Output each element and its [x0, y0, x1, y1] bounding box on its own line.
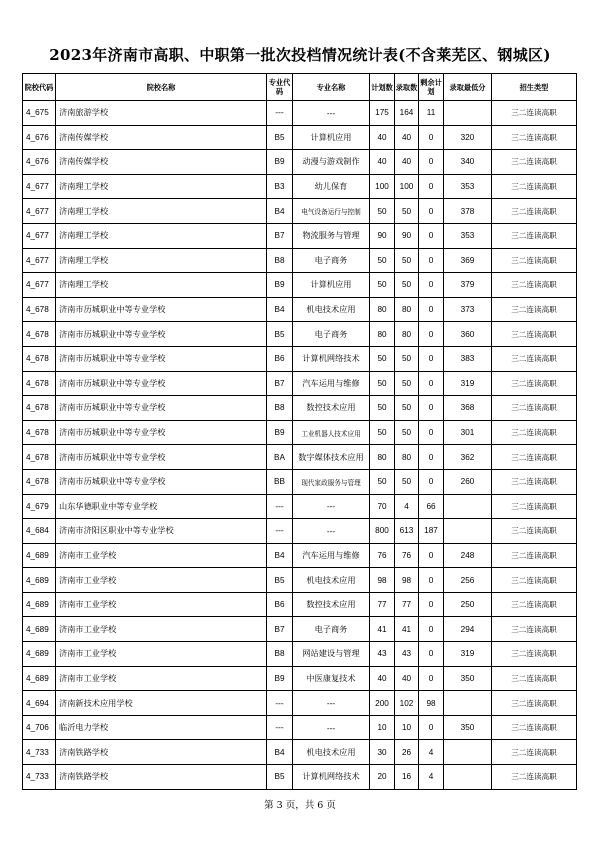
- enrollment-type-cell: 三二连读高职: [492, 199, 577, 224]
- school-code-cell: 4_706: [23, 715, 56, 740]
- enrollment-type-cell: 三二连读高职: [492, 715, 577, 740]
- major-code-cell: B5: [267, 125, 293, 150]
- major-code-cell: B6: [267, 592, 293, 617]
- plan-count-cell: 175: [370, 101, 395, 126]
- major-code-cell: B5: [267, 322, 293, 347]
- plan-count-cell: 76: [370, 543, 395, 568]
- major-code-cell: B4: [267, 740, 293, 765]
- admitted-count-cell: 80: [395, 445, 419, 470]
- admitted-count-cell: 4: [395, 494, 419, 519]
- major-name-cell: 机电技术应用: [293, 568, 370, 593]
- remaining-count-cell: 0: [419, 420, 444, 445]
- min-score-cell: 369: [444, 248, 492, 273]
- table-row: [23, 469, 577, 494]
- plan-count-cell: 77: [370, 592, 395, 617]
- enrollment-type-cell: 三二连读高职: [492, 174, 577, 199]
- min-score-cell: 294: [444, 617, 492, 642]
- table-row: [23, 740, 577, 765]
- school-name-cell: 济南市历城职业中等专业学校: [56, 346, 267, 371]
- enrollment-type-cell: 三二连读高职: [492, 223, 577, 248]
- major-name-cell: ---: [293, 519, 370, 544]
- table-row: [23, 445, 577, 470]
- table-row: [23, 101, 577, 126]
- enrollment-type-cell: 三二连读高职: [492, 125, 577, 150]
- table-row: [23, 691, 577, 716]
- plan-count-cell: 100: [370, 174, 395, 199]
- major-name-cell: 机电技术应用: [293, 297, 370, 322]
- table-row: [23, 617, 577, 642]
- enrollment-type-cell: 三二连读高职: [492, 420, 577, 445]
- plan-count-cell: 80: [370, 297, 395, 322]
- major-code-cell: B9: [267, 666, 293, 691]
- min-score-cell: 301: [444, 420, 492, 445]
- school-code-cell: 4_678: [23, 420, 56, 445]
- min-score-cell: 350: [444, 715, 492, 740]
- admitted-count-cell: 50: [395, 420, 419, 445]
- table-row: [23, 592, 577, 617]
- plan-count-cell: 20: [370, 765, 395, 790]
- admission-table: [22, 73, 577, 790]
- plan-count-cell: 50: [370, 420, 395, 445]
- major-name-cell: 动漫与游戏制作: [293, 150, 370, 175]
- plan-count-cell: 70: [370, 494, 395, 519]
- remaining-count-cell: 0: [419, 592, 444, 617]
- admitted-count-cell: 16: [395, 765, 419, 790]
- admitted-count-cell: 10: [395, 715, 419, 740]
- min-score-cell: [444, 691, 492, 716]
- remaining-count-cell: 0: [419, 273, 444, 298]
- plan-count-cell: 41: [370, 617, 395, 642]
- school-name-cell: 济南市工业学校: [56, 568, 267, 593]
- table-row: [23, 199, 577, 224]
- major-name-cell: ---: [293, 715, 370, 740]
- major-code-cell: B7: [267, 223, 293, 248]
- school-name-cell: 济南市历城职业中等专业学校: [56, 420, 267, 445]
- remaining-count-cell: 0: [419, 346, 444, 371]
- enrollment-type-cell: 三二连读高职: [492, 396, 577, 421]
- admitted-count-cell: 90: [395, 223, 419, 248]
- min-score-cell: 319: [444, 642, 492, 667]
- table-header: [23, 74, 577, 101]
- school-name-cell: 济南市工业学校: [56, 617, 267, 642]
- remaining-count-cell: 0: [419, 666, 444, 691]
- enrollment-type-cell: 三二连读高职: [492, 371, 577, 396]
- table-row: [23, 273, 577, 298]
- admitted-count-cell: 50: [395, 371, 419, 396]
- major-name-cell: 汽车运用与维修: [293, 543, 370, 568]
- school-code-cell: 4_678: [23, 371, 56, 396]
- admitted-count-cell: 26: [395, 740, 419, 765]
- min-score-cell: 383: [444, 346, 492, 371]
- school-name-cell: 济南理工学校: [56, 273, 267, 298]
- major-code-cell: ---: [267, 691, 293, 716]
- admitted-count-cell: 50: [395, 248, 419, 273]
- admitted-count-cell: 41: [395, 617, 419, 642]
- major-name-cell: 电气设备运行与控制: [293, 199, 370, 224]
- min-score-cell: 256: [444, 568, 492, 593]
- remaining-count-cell: 0: [419, 617, 444, 642]
- admitted-count-cell: 50: [395, 396, 419, 421]
- table-row: [23, 346, 577, 371]
- major-code-cell: B9: [267, 273, 293, 298]
- header-school-code: 院校代码: [23, 74, 56, 101]
- major-code-cell: B3: [267, 174, 293, 199]
- remaining-count-cell: 0: [419, 371, 444, 396]
- major-code-cell: B8: [267, 396, 293, 421]
- min-score-cell: 320: [444, 125, 492, 150]
- school-code-cell: 4_678: [23, 445, 56, 470]
- min-score-cell: 368: [444, 396, 492, 421]
- min-score-cell: 248: [444, 543, 492, 568]
- school-code-cell: 4_689: [23, 568, 56, 593]
- school-name-cell: 济南市历城职业中等专业学校: [56, 445, 267, 470]
- school-code-cell: 4_676: [23, 150, 56, 175]
- table-row: [23, 371, 577, 396]
- plan-count-cell: 80: [370, 445, 395, 470]
- major-code-cell: B4: [267, 199, 293, 224]
- table-row: [23, 396, 577, 421]
- major-code-cell: BA: [267, 445, 293, 470]
- major-name-cell: 汽车运用与维修: [293, 371, 370, 396]
- remaining-count-cell: 4: [419, 765, 444, 790]
- school-name-cell: 济南市历城职业中等专业学校: [56, 371, 267, 396]
- plan-count-cell: 10: [370, 715, 395, 740]
- school-name-cell: 济南市历城职业中等专业学校: [56, 297, 267, 322]
- enrollment-type-cell: 三二连读高职: [492, 494, 577, 519]
- major-code-cell: ---: [267, 715, 293, 740]
- admitted-count-cell: 43: [395, 642, 419, 667]
- remaining-count-cell: 98: [419, 691, 444, 716]
- remaining-count-cell: 0: [419, 174, 444, 199]
- table-row: [23, 568, 577, 593]
- school-name-cell: 济南传媒学校: [56, 125, 267, 150]
- min-score-cell: 340: [444, 150, 492, 175]
- remaining-count-cell: 0: [419, 715, 444, 740]
- plan-count-cell: 80: [370, 322, 395, 347]
- plan-count-cell: 90: [370, 223, 395, 248]
- school-name-cell: 山东华德职业中等专业学校: [56, 494, 267, 519]
- admitted-count-cell: 40: [395, 150, 419, 175]
- table-row: [23, 150, 577, 175]
- min-score-cell: 250: [444, 592, 492, 617]
- admitted-count-cell: 50: [395, 273, 419, 298]
- major-name-cell: 幼儿保育: [293, 174, 370, 199]
- school-name-cell: 济南理工学校: [56, 248, 267, 273]
- school-name-cell: 济南市历城职业中等专业学校: [56, 322, 267, 347]
- admitted-count-cell: 50: [395, 346, 419, 371]
- min-score-cell: 360: [444, 322, 492, 347]
- enrollment-type-cell: 三二连读高职: [492, 740, 577, 765]
- school-code-cell: 4_677: [23, 273, 56, 298]
- table-row: [23, 543, 577, 568]
- header-major-code: 专业代码: [267, 74, 293, 101]
- plan-count-cell: 50: [370, 273, 395, 298]
- major-name-cell: 计算机应用: [293, 125, 370, 150]
- header-remaining: 剩余计划: [419, 74, 444, 101]
- enrollment-type-cell: 三二连读高职: [492, 592, 577, 617]
- min-score-cell: 350: [444, 666, 492, 691]
- school-code-cell: 4_678: [23, 396, 56, 421]
- plan-count-cell: 98: [370, 568, 395, 593]
- header-admitted: 录取数: [395, 74, 419, 101]
- major-code-cell: ---: [267, 494, 293, 519]
- school-name-cell: 临沂电力学校: [56, 715, 267, 740]
- school-name-cell: 济南市历城职业中等专业学校: [56, 396, 267, 421]
- remaining-count-cell: 0: [419, 568, 444, 593]
- plan-count-cell: 50: [370, 199, 395, 224]
- school-code-cell: 4_689: [23, 617, 56, 642]
- major-name-cell: 计算机网络技术: [293, 765, 370, 790]
- min-score-cell: [444, 494, 492, 519]
- plan-count-cell: 40: [370, 666, 395, 691]
- plan-count-cell: 50: [370, 371, 395, 396]
- enrollment-type-cell: 三二连读高职: [492, 273, 577, 298]
- school-name-cell: 济南铁路学校: [56, 740, 267, 765]
- enrollment-type-cell: 三二连读高职: [492, 666, 577, 691]
- major-code-cell: B7: [267, 371, 293, 396]
- remaining-count-cell: 11: [419, 101, 444, 126]
- major-code-cell: B4: [267, 543, 293, 568]
- header-plan: 计划数: [370, 74, 395, 101]
- plan-count-cell: 50: [370, 396, 395, 421]
- major-code-cell: ---: [267, 519, 293, 544]
- min-score-cell: [444, 101, 492, 126]
- enrollment-type-cell: 三二连读高职: [492, 248, 577, 273]
- enrollment-type-cell: 三二连读高职: [492, 297, 577, 322]
- table-row: [23, 765, 577, 790]
- major-name-cell: 网站建设与管理: [293, 642, 370, 667]
- table-row: [23, 297, 577, 322]
- table-row: [23, 248, 577, 273]
- admitted-count-cell: 164: [395, 101, 419, 126]
- major-name-cell: 物流服务与管理: [293, 223, 370, 248]
- admitted-count-cell: 76: [395, 543, 419, 568]
- admitted-count-cell: 50: [395, 199, 419, 224]
- header-school-name: 院校名称: [56, 74, 267, 101]
- min-score-cell: [444, 765, 492, 790]
- school-code-cell: 4_677: [23, 199, 56, 224]
- table-row: [23, 125, 577, 150]
- page-footer: 第 3 页，共 6 页: [264, 800, 336, 811]
- school-code-cell: 4_675: [23, 101, 56, 126]
- major-code-cell: B8: [267, 248, 293, 273]
- plan-count-cell: 43: [370, 642, 395, 667]
- table-row: [23, 420, 577, 445]
- major-code-cell: B6: [267, 346, 293, 371]
- major-name-cell: 电子商务: [293, 617, 370, 642]
- school-code-cell: 4_677: [23, 223, 56, 248]
- major-name-cell: 工业机器人技术应用: [293, 420, 370, 445]
- admitted-count-cell: 50: [395, 469, 419, 494]
- school-code-cell: 4_689: [23, 543, 56, 568]
- table-row: [23, 642, 577, 667]
- min-score-cell: 260: [444, 469, 492, 494]
- admitted-count-cell: 98: [395, 568, 419, 593]
- school-name-cell: 济南铁路学校: [56, 765, 267, 790]
- admitted-count-cell: 613: [395, 519, 419, 544]
- enrollment-type-cell: 三二连读高职: [492, 469, 577, 494]
- min-score-cell: 378: [444, 199, 492, 224]
- school-code-cell: 4_678: [23, 469, 56, 494]
- enrollment-type-cell: 三二连读高职: [492, 346, 577, 371]
- header-enrollment-type: 招生类型: [492, 74, 577, 101]
- table-body: [23, 101, 577, 790]
- school-name-cell: 济南市工业学校: [56, 543, 267, 568]
- table-row: [23, 223, 577, 248]
- remaining-count-cell: 0: [419, 445, 444, 470]
- school-name-cell: 济南市历城职业中等专业学校: [56, 469, 267, 494]
- enrollment-type-cell: 三二连读高职: [492, 543, 577, 568]
- enrollment-type-cell: 三二连读高职: [492, 642, 577, 667]
- major-code-cell: ---: [267, 101, 293, 126]
- plan-count-cell: 50: [370, 469, 395, 494]
- school-name-cell: 济南市工业学校: [56, 666, 267, 691]
- school-code-cell: 4_733: [23, 740, 56, 765]
- major-name-cell: ---: [293, 691, 370, 716]
- school-name-cell: 济南理工学校: [56, 174, 267, 199]
- table-row: [23, 715, 577, 740]
- major-code-cell: BB: [267, 469, 293, 494]
- enrollment-type-cell: 三二连读高职: [492, 617, 577, 642]
- school-name-cell: 济南旅游学校: [56, 101, 267, 126]
- table-row: [23, 322, 577, 347]
- major-name-cell: 计算机网络技术: [293, 346, 370, 371]
- school-name-cell: 济南理工学校: [56, 199, 267, 224]
- school-name-cell: 济南新技术应用学校: [56, 691, 267, 716]
- min-score-cell: 353: [444, 174, 492, 199]
- school-code-cell: 4_689: [23, 592, 56, 617]
- school-code-cell: 4_678: [23, 297, 56, 322]
- major-code-cell: B5: [267, 765, 293, 790]
- min-score-cell: [444, 519, 492, 544]
- admitted-count-cell: 80: [395, 297, 419, 322]
- remaining-count-cell: 0: [419, 223, 444, 248]
- school-code-cell: 4_694: [23, 691, 56, 716]
- min-score-cell: 362: [444, 445, 492, 470]
- remaining-count-cell: 0: [419, 125, 444, 150]
- header-major-name: 专业名称: [293, 74, 370, 101]
- school-code-cell: 4_678: [23, 346, 56, 371]
- table-row: [23, 666, 577, 691]
- plan-count-cell: 40: [370, 150, 395, 175]
- plan-count-cell: 800: [370, 519, 395, 544]
- admitted-count-cell: 80: [395, 322, 419, 347]
- remaining-count-cell: 66: [419, 494, 444, 519]
- min-score-cell: 353: [444, 223, 492, 248]
- remaining-count-cell: 0: [419, 543, 444, 568]
- major-name-cell: 电子商务: [293, 322, 370, 347]
- major-code-cell: B7: [267, 617, 293, 642]
- enrollment-type-cell: 三二连读高职: [492, 101, 577, 126]
- remaining-count-cell: 0: [419, 396, 444, 421]
- min-score-cell: [444, 740, 492, 765]
- school-name-cell: 济南市济阳区职业中等专业学校: [56, 519, 267, 544]
- header-min-score: 录取最低分: [444, 74, 492, 101]
- major-name-cell: ---: [293, 101, 370, 126]
- major-name-cell: 计算机应用: [293, 273, 370, 298]
- school-code-cell: 4_733: [23, 765, 56, 790]
- school-code-cell: 4_684: [23, 519, 56, 544]
- school-name-cell: 济南传媒学校: [56, 150, 267, 175]
- remaining-count-cell: 0: [419, 322, 444, 347]
- school-code-cell: 4_676: [23, 125, 56, 150]
- school-code-cell: 4_678: [23, 322, 56, 347]
- admitted-count-cell: 100: [395, 174, 419, 199]
- remaining-count-cell: 0: [419, 248, 444, 273]
- enrollment-type-cell: 三二连读高职: [492, 765, 577, 790]
- major-code-cell: B4: [267, 297, 293, 322]
- enrollment-type-cell: 三二连读高职: [492, 568, 577, 593]
- min-score-cell: 373: [444, 297, 492, 322]
- remaining-count-cell: 0: [419, 642, 444, 667]
- remaining-count-cell: 0: [419, 199, 444, 224]
- enrollment-type-cell: 三二连读高职: [492, 150, 577, 175]
- remaining-count-cell: 0: [419, 297, 444, 322]
- school-code-cell: 4_677: [23, 174, 56, 199]
- major-code-cell: B9: [267, 420, 293, 445]
- major-name-cell: 数控技术应用: [293, 396, 370, 421]
- school-code-cell: 4_689: [23, 642, 56, 667]
- school-code-cell: 4_689: [23, 666, 56, 691]
- major-name-cell: 数控技术应用: [293, 592, 370, 617]
- enrollment-type-cell: 三二连读高职: [492, 691, 577, 716]
- plan-count-cell: 30: [370, 740, 395, 765]
- table-row: [23, 494, 577, 519]
- school-code-cell: 4_679: [23, 494, 56, 519]
- major-name-cell: 现代家政服务与管理: [293, 469, 370, 494]
- table-row: [23, 174, 577, 199]
- enrollment-type-cell: 三二连读高职: [492, 322, 577, 347]
- major-code-cell: B9: [267, 150, 293, 175]
- major-name-cell: 电子商务: [293, 248, 370, 273]
- min-score-cell: 319: [444, 371, 492, 396]
- school-name-cell: 济南市工业学校: [56, 592, 267, 617]
- school-name-cell: 济南理工学校: [56, 223, 267, 248]
- school-code-cell: 4_677: [23, 248, 56, 273]
- table-row: [23, 519, 577, 544]
- plan-count-cell: 50: [370, 346, 395, 371]
- remaining-count-cell: 4: [419, 740, 444, 765]
- major-code-cell: B5: [267, 568, 293, 593]
- plan-count-cell: 40: [370, 125, 395, 150]
- school-name-cell: 济南市工业学校: [56, 642, 267, 667]
- enrollment-type-cell: 三二连读高职: [492, 519, 577, 544]
- admitted-count-cell: 40: [395, 125, 419, 150]
- plan-count-cell: 50: [370, 248, 395, 273]
- remaining-count-cell: 0: [419, 150, 444, 175]
- major-code-cell: B8: [267, 642, 293, 667]
- plan-count-cell: 200: [370, 691, 395, 716]
- major-name-cell: 数字媒体技术应用: [293, 445, 370, 470]
- remaining-count-cell: 0: [419, 469, 444, 494]
- remaining-count-cell: 187: [419, 519, 444, 544]
- major-name-cell: ---: [293, 494, 370, 519]
- page-title: 2023年济南市高职、中职第一批次投档情况统计表(不含莱芜区、钢城区): [49, 46, 551, 64]
- admitted-count-cell: 77: [395, 592, 419, 617]
- major-name-cell: 中医康复技术: [293, 666, 370, 691]
- admitted-count-cell: 102: [395, 691, 419, 716]
- admitted-count-cell: 40: [395, 666, 419, 691]
- min-score-cell: 379: [444, 273, 492, 298]
- enrollment-type-cell: 三二连读高职: [492, 445, 577, 470]
- major-name-cell: 机电技术应用: [293, 740, 370, 765]
